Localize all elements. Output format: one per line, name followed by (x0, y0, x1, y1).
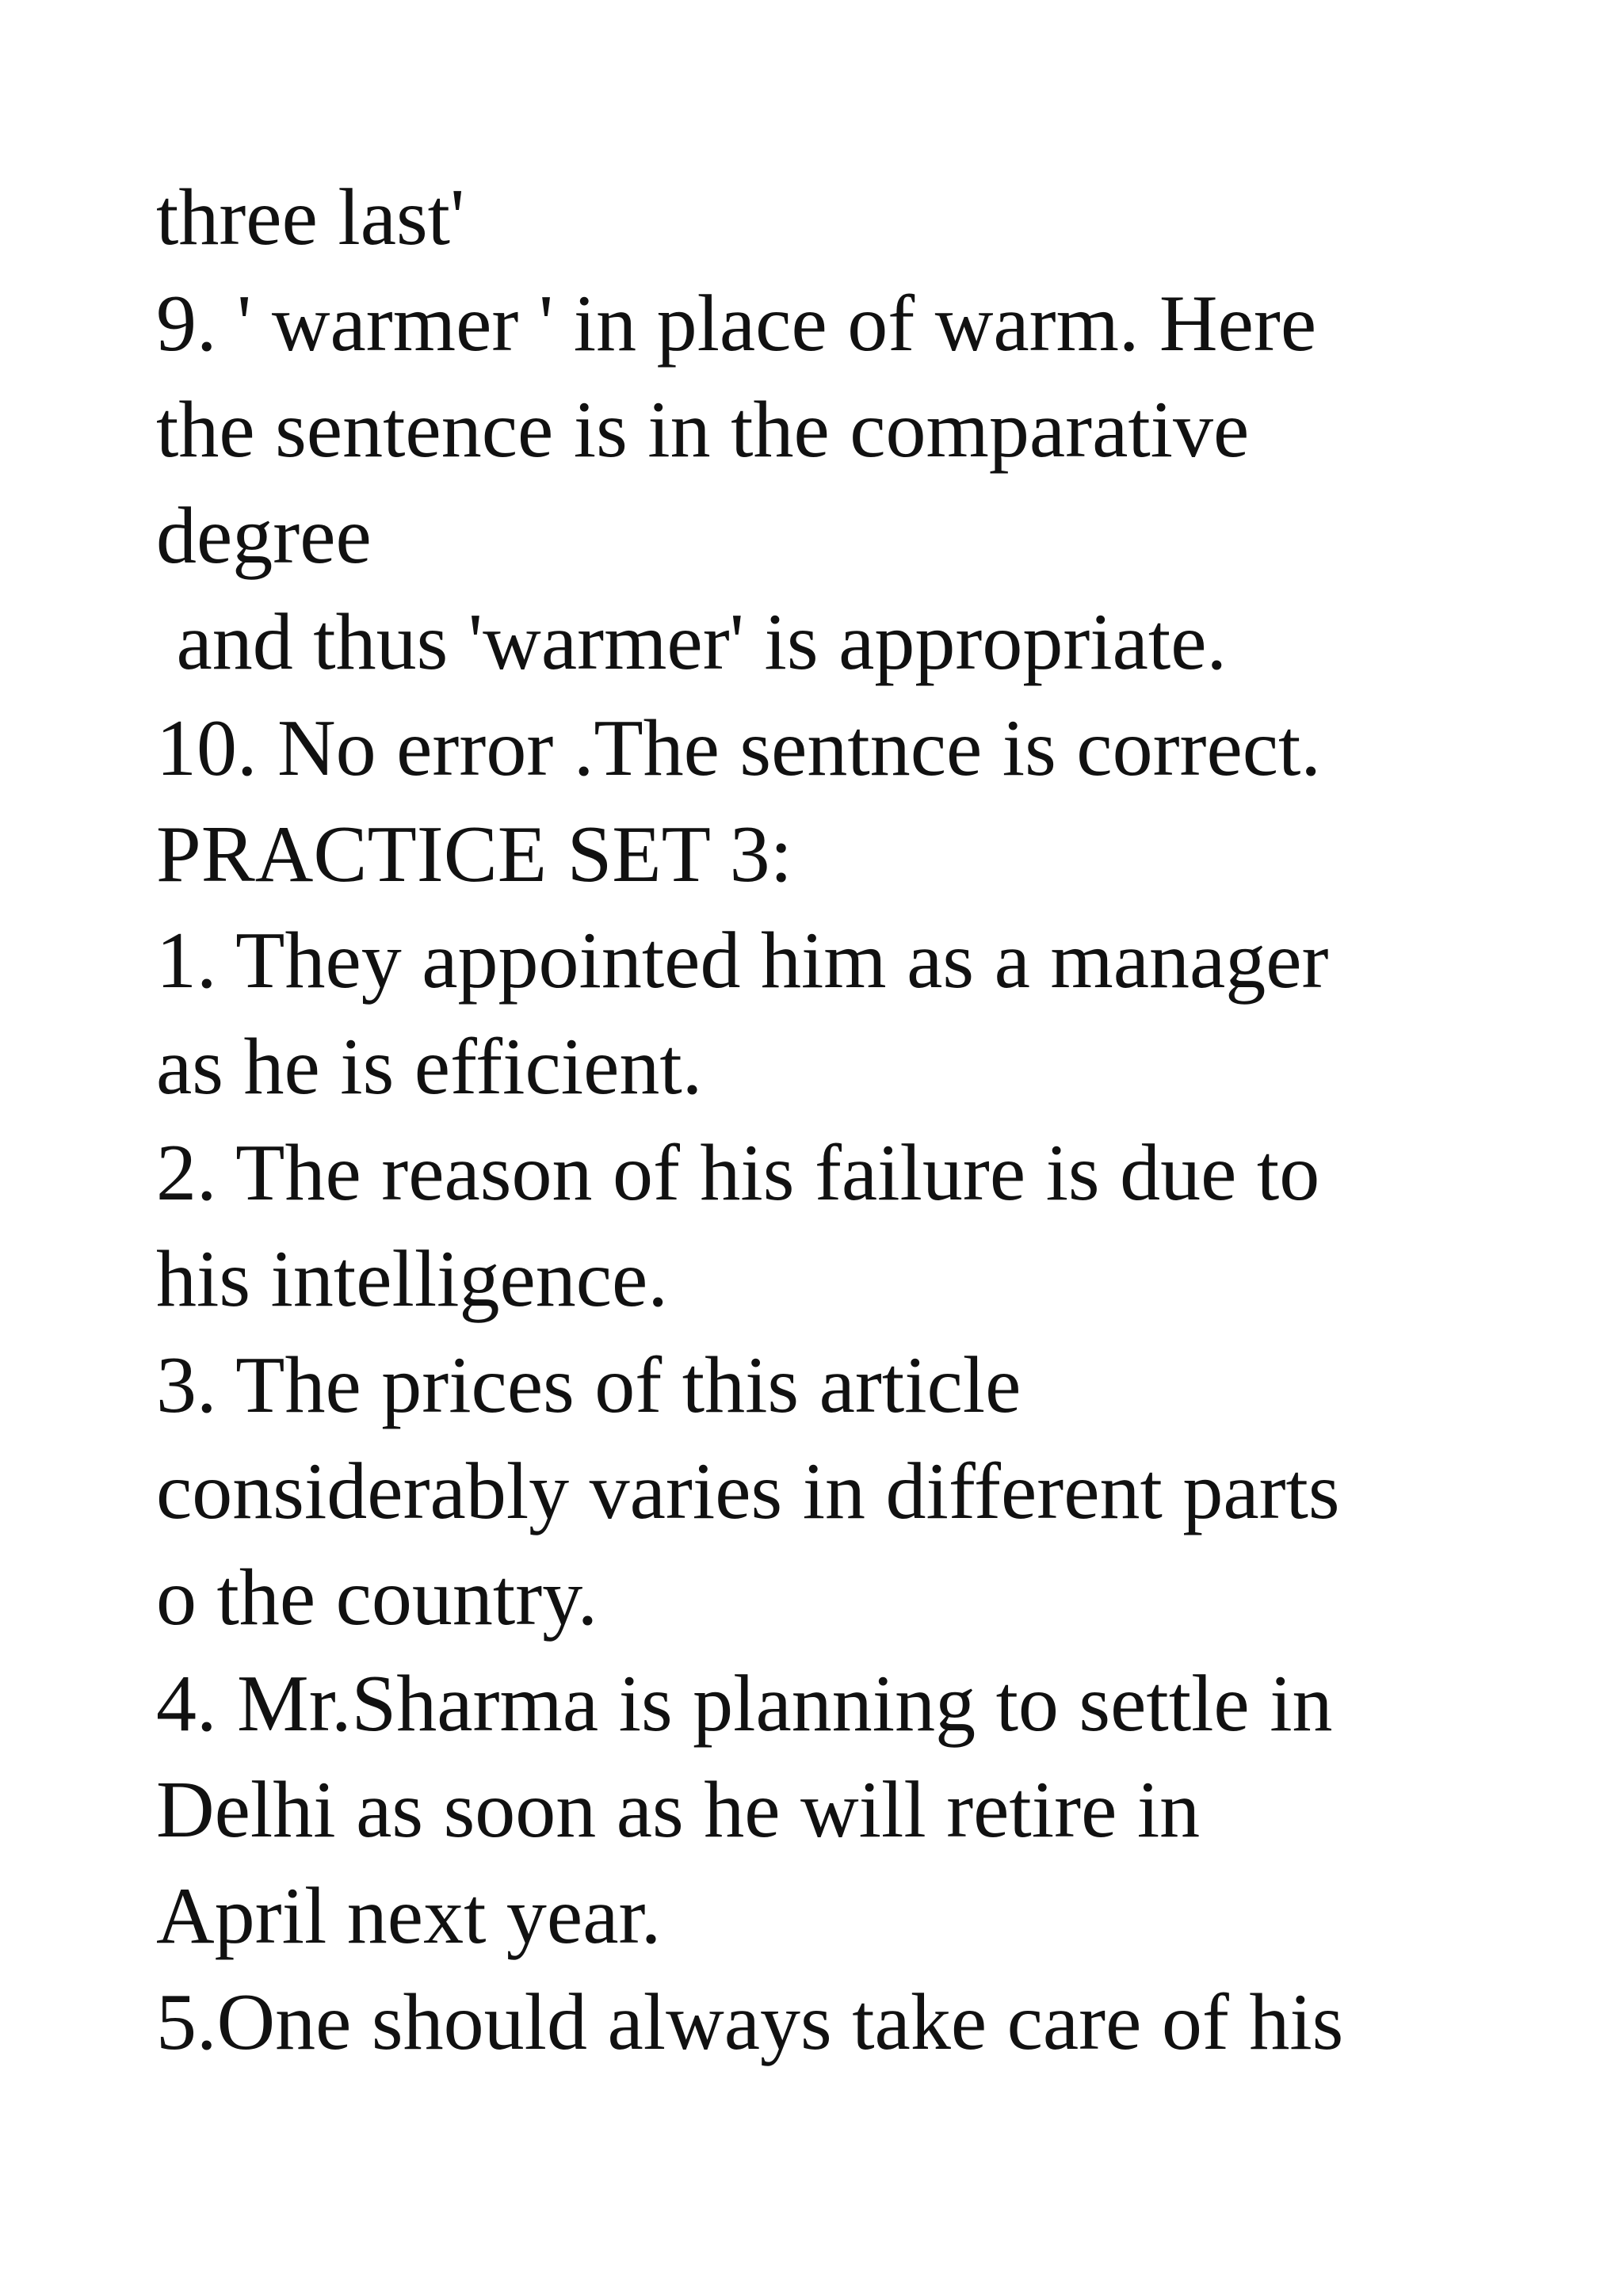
text-line: Delhi as soon as he will retire in (156, 1765, 1201, 1855)
text-line: the sentence is in the comparative (156, 385, 1250, 475)
text-line: 9. ' warmer ' in place of warm. Here (156, 279, 1317, 368)
text-line: 4. Mr.Sharma is planning to settle in (156, 1659, 1333, 1749)
text-line: 3. The prices of this article (156, 1341, 1022, 1430)
text-line: 2. The reason of his failure is due to (156, 1128, 1320, 1218)
text-line: 1. They appointed him as a manager (156, 916, 1329, 1005)
text-line: and thus 'warmer' is appropriate. (156, 597, 1228, 687)
text-line: considerably varies in different parts (156, 1447, 1340, 1536)
section-heading: PRACTICE SET 3: (156, 810, 792, 899)
text-line: o the country. (156, 1553, 598, 1642)
text-line: his intelligence. (156, 1234, 668, 1324)
text-line: April next year. (156, 1871, 662, 1961)
text-line: 5.One should always take care of his (156, 1978, 1344, 2067)
text-line: as he is efficient. (156, 1022, 703, 1112)
text-line: degree (156, 491, 372, 581)
text-line: three last' (156, 173, 465, 262)
document-text (156, 165, 1583, 2076)
text-line: 10. No error .The sentnce is correct. (156, 704, 1321, 793)
